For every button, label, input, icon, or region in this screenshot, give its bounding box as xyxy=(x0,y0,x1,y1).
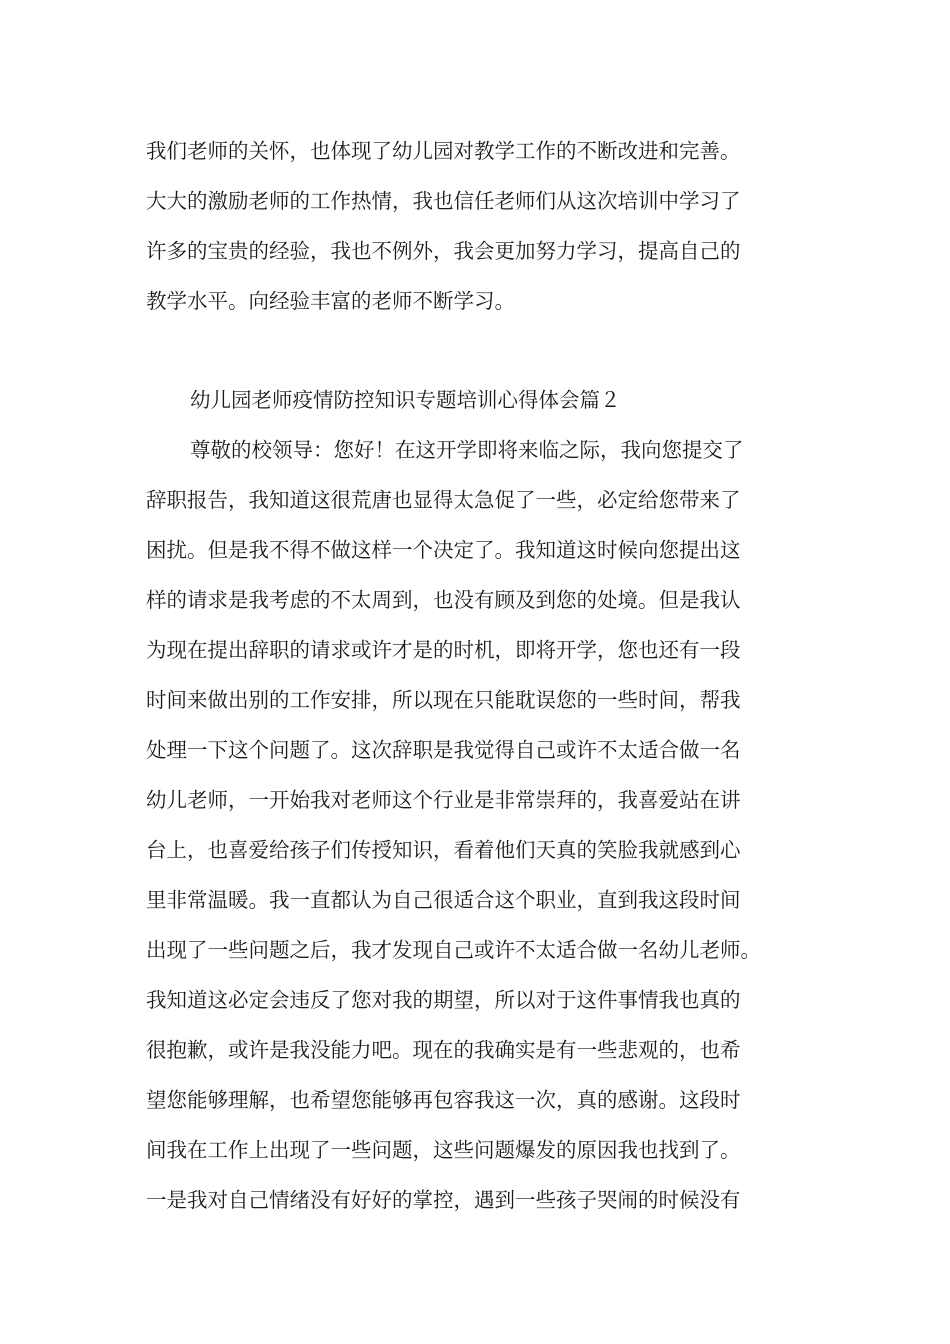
paragraph-2-line-13: 很抱歉，或许是我没能力吧。现在的我确实是有一些悲观的，也希 xyxy=(146,1038,741,1062)
section-heading: 幼儿园老师疫情防控知识专题培训心得体会篇２ xyxy=(190,388,621,412)
paragraph-2-line-9: 台上，也喜爱给孩子们传授知识，看着他们天真的笑脸我就感到心 xyxy=(146,838,741,862)
paragraph-2-line-15: 间我在工作上出现了一些问题，这些问题爆发的原因我也找到了。 xyxy=(146,1138,741,1162)
paragraph-1-line-4: 教学水平。向经验丰富的老师不断学习。 xyxy=(146,289,515,313)
paragraph-2-line-7: 处理一下这个问题了。这次辞职是我觉得自己或许不太适合做一名 xyxy=(146,738,741,762)
paragraph-2-line-10: 里非常温暖。我一直都认为自己很适合这个职业，直到我这段时间 xyxy=(146,888,741,912)
paragraph-2-line-4: 样的请求是我考虑的不太周到，也没有顾及到您的处境。但是我认 xyxy=(146,588,741,612)
paragraph-2-line-16: 一是我对自己情绪没有好好的掌控，遇到一些孩子哭闹的时候没有 xyxy=(146,1188,741,1212)
paragraph-1-line-1: 我们老师的关怀，也体现了幼儿园对教学工作的不断改进和完善。 xyxy=(146,139,741,163)
paragraph-2-line-12: 我知道这必定会违反了您对我的期望，所以对于这件事情我也真的 xyxy=(146,988,741,1012)
paragraph-1-line-2: 大大的激励老师的工作热情，我也信任老师们从这次培训中学习了 xyxy=(146,189,741,213)
paragraph-2-line-14: 望您能够理解，也希望您能够再包容我这一次，真的感谢。这段时 xyxy=(146,1088,741,1112)
paragraph-2-line-5: 为现在提出辞职的请求或许才是的时机，即将开学，您也还有一段 xyxy=(146,638,741,662)
paragraph-2-line-6: 时间来做出别的工作安排，所以现在只能耽误您的一些时间，帮我 xyxy=(146,688,741,712)
paragraph-2-line-8: 幼儿老师，一开始我对老师这个行业是非常崇拜的，我喜爱站在讲 xyxy=(146,788,741,812)
paragraph-1-line-3: 许多的宝贵的经验，我也不例外，我会更加努力学习，提高自己的 xyxy=(146,239,741,263)
paragraph-2-line-2: 辞职报告，我知道这很荒唐也显得太急促了一些，必定给您带来了 xyxy=(146,488,741,512)
paragraph-2-line-11: 出现了一些问题之后，我才发现自己或许不太适合做一名幼儿老师。 xyxy=(146,938,761,962)
paragraph-2-line-3: 困扰。但是我不得不做这样一个决定了。我知道这时候向您提出这 xyxy=(146,538,741,562)
paragraph-2-line-1: 尊敬的校领导：您好！在这开学即将来临之际，我向您提交了 xyxy=(190,438,744,462)
